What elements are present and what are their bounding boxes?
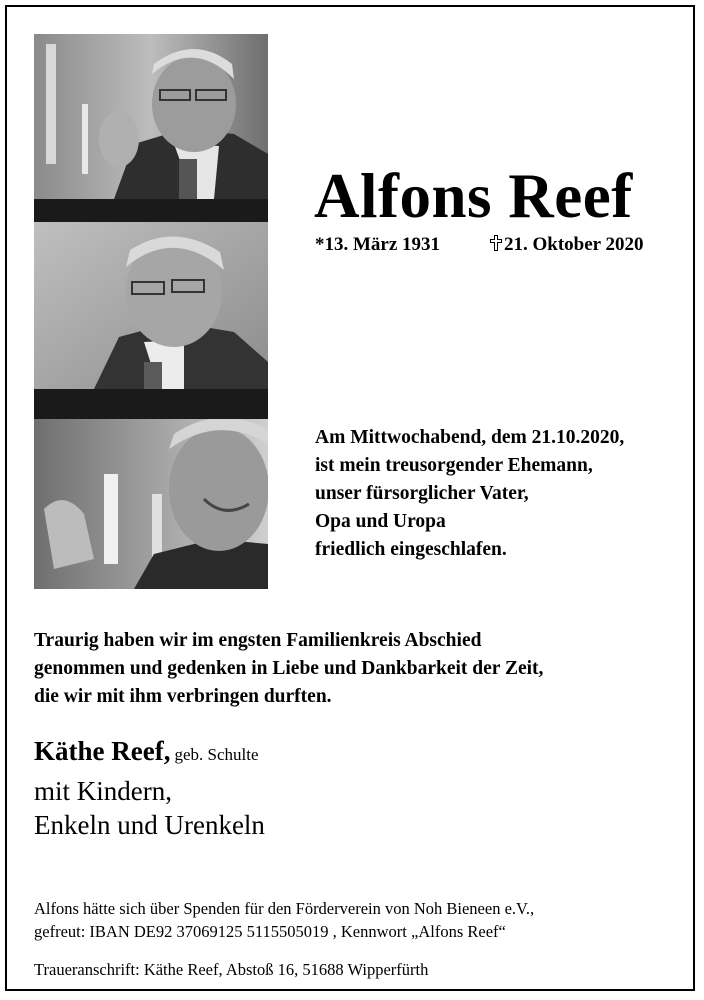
donation-line: Alfons hätte sich über Spenden für den Förderverein von Noh Bieneen e.V., [34,899,535,918]
portrait-photo-1 [34,34,268,199]
message-line: friedlich eingeschlafen. [315,539,507,560]
portrait-photo-3 [34,419,268,589]
widow-maiden-name: geb. Schulte [174,745,259,764]
message-line: ist mein treusorgender Ehemann, [315,455,593,476]
death-date-line [490,234,644,256]
photo-filmstrip [34,34,268,589]
message-line: Am Mittwochabend, dem 21.10.2020, [315,427,625,448]
tribute-text [34,627,543,711]
donation-line: gefreut: IBAN DE92 37069125 5115505019 , Kennwort „Alfons Reef“ [34,922,506,941]
family-line: Enkeln und Urenkeln [34,810,265,840]
tribute-line: Traurig haben wir im engsten Familienkreis Abschied [34,630,482,651]
mourning-address: Traueranschrift: Käthe Reef, Abstoß 16, 51688 Wipperfürth [34,960,429,979]
birth-date: *13. März 1931 [315,234,441,255]
family-list [34,774,265,842]
tribute-line: die wir mit ihm verbringen durften. [34,686,332,707]
family-line: mit Kindern, [34,776,172,806]
portrait-photo-2 [34,222,268,389]
widow-line [34,736,259,767]
deceased-name: Alfons Reef [314,161,633,231]
cross-icon [490,235,502,251]
passing-message [315,424,624,564]
death-date: 21. Oktober 2020 [504,234,644,255]
message-line: unser fürsorglicher Vater, [315,483,529,504]
widow-name: Käthe Reef, [34,736,171,766]
tribute-line: genommen und gedenken in Liebe und Dankbarkeit der Zeit, [34,658,544,679]
donation-note [34,897,534,943]
message-line: Opa und Uropa [315,511,446,532]
